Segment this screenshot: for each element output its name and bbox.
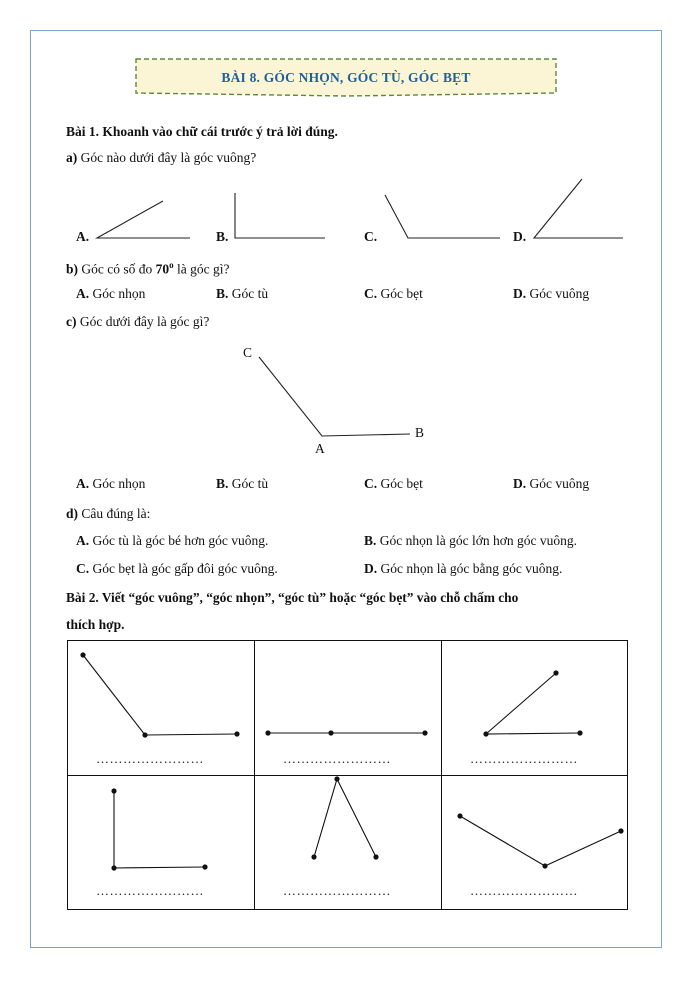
point-c-label: C: [243, 345, 253, 360]
option-d-d[interactable]: D. Góc nhọn là góc bằng góc vuông.: [364, 561, 563, 576]
option-c-c[interactable]: C. Góc bẹt: [364, 476, 423, 491]
option-c-b[interactable]: B. Góc tù: [216, 476, 269, 491]
point-b-label: B: [415, 425, 425, 440]
question-d-text: Câu đúng là:: [81, 506, 151, 521]
option-d-letter[interactable]: D.: [513, 229, 527, 244]
question-a-label: a): [66, 150, 78, 165]
bai2-heading-line1: Bài 2. Viết “góc vuông”, “góc nhọn”, “góc tù” hoặc “góc bẹt” vào chỗ chấm cho: [66, 590, 519, 605]
option-d-a[interactable]: A. Góc tù là góc bé hơn góc vuông.: [76, 533, 269, 548]
option-b-c[interactable]: C. Góc bẹt: [364, 286, 423, 301]
bai2-heading-line2: thích hợp.: [66, 617, 125, 632]
cell1-angle: [83, 655, 237, 735]
question-b-text-post: là góc gì?: [177, 261, 230, 277]
cell3-blank[interactable]: ……………………: [470, 751, 578, 766]
cell3-angle: [486, 673, 580, 734]
question-b-text-pre: Góc có số đo: [81, 261, 153, 277]
option-b-letter[interactable]: B.: [216, 229, 229, 244]
cell6-angle: [460, 816, 621, 866]
page-title: BÀI 8. GÓC NHỌN, GÓC TÙ, GÓC BẸT: [221, 70, 471, 85]
option-c-letter[interactable]: C.: [364, 229, 378, 244]
option-b-a[interactable]: A. Góc nhọn: [76, 286, 146, 301]
cell6-blank[interactable]: ……………………: [470, 883, 578, 898]
cell4-angle: [114, 791, 205, 868]
question-a-text: Góc nào dưới đây là góc vuông?: [80, 150, 257, 165]
point-a-label: A: [315, 441, 325, 456]
cell2-blank[interactable]: ……………………: [283, 751, 391, 766]
option-c-d[interactable]: D. Góc vuông: [513, 476, 590, 491]
cell4-blank[interactable]: ……………………: [96, 883, 204, 898]
degree-sign: o: [169, 260, 174, 270]
question-b-value: 70: [155, 261, 170, 277]
cell5-blank[interactable]: ……………………: [283, 883, 391, 898]
bai1-heading: Bài 1. Khoanh vào chữ cái trước ý trả lời đúng.: [66, 124, 338, 139]
cell1-blank[interactable]: ……………………: [96, 751, 204, 766]
question-d-label: d): [66, 506, 79, 521]
question-c-text: Góc dưới đây là góc gì?: [79, 314, 210, 329]
option-b-b[interactable]: B. Góc tù: [216, 286, 269, 301]
option-d-c[interactable]: C. Góc bẹt là góc gấp đôi góc vuông.: [76, 561, 278, 576]
question-c-label: c): [66, 314, 77, 329]
option-d-b[interactable]: B. Góc nhọn là góc lớn hơn góc vuông.: [364, 533, 578, 548]
cell5-angle: [314, 779, 376, 857]
question-b-label: b): [66, 261, 79, 277]
option-a-letter[interactable]: A.: [76, 229, 90, 244]
option-c-a[interactable]: A. Góc nhọn: [76, 476, 146, 491]
option-b-d[interactable]: D. Góc vuông: [513, 286, 590, 301]
